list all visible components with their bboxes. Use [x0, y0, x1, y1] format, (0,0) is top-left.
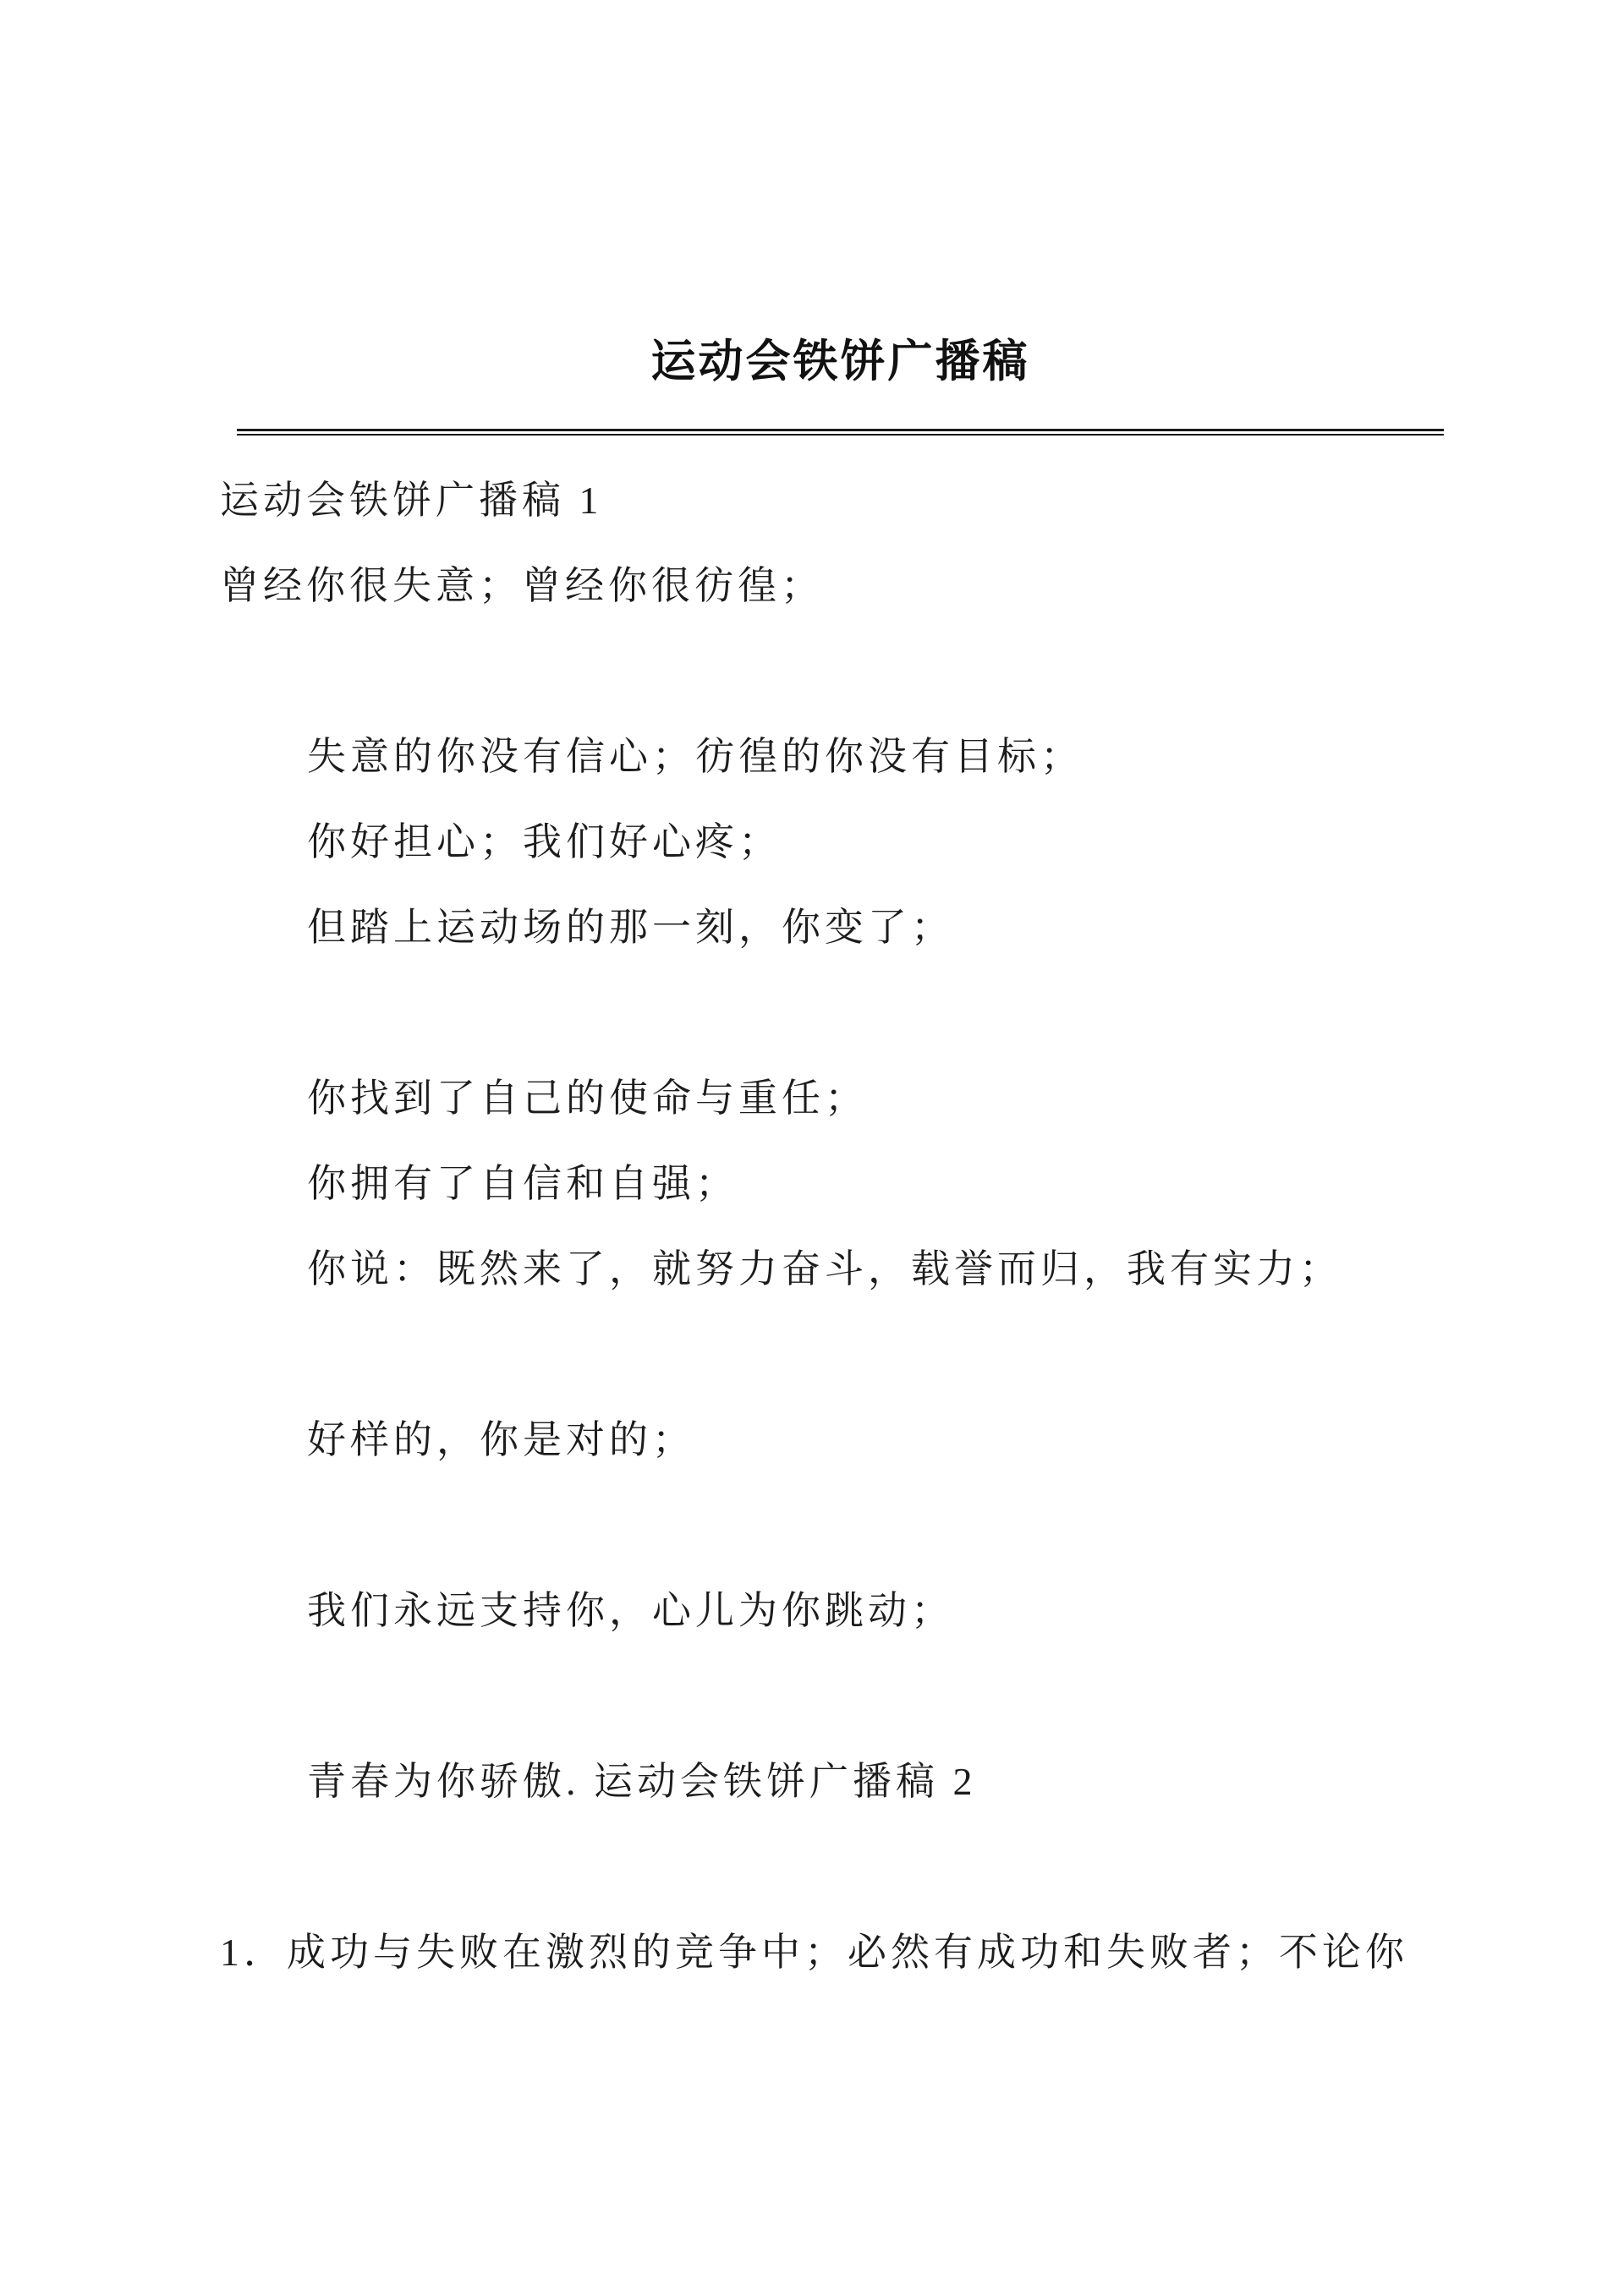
paragraph-line: 运动会铁饼广播稿 1	[220, 478, 603, 522]
paragraph-line: 我们永远支持你，心儿为你跳动；	[307, 1588, 954, 1632]
document-body	[220, 454, 1539, 1992]
paragraph-line: 1．成功与失败在激烈的竞争中；必然有成功和失败者；不论你	[220, 1930, 1408, 1974]
paragraph-line: 你找到了自己的使命与重任；	[307, 1076, 868, 1120]
paragraph-line: 青春为你骄傲. 运动会铁饼广播稿 2	[307, 1759, 977, 1803]
paragraph-line: 曾经你很失意；曾经你很彷徨；	[220, 563, 824, 607]
blank-line	[220, 625, 1539, 710]
blank-line	[220, 1479, 1539, 1564]
blank-line	[220, 1308, 1539, 1394]
blank-line	[220, 1821, 1539, 1906]
paragraph-line: 但踏上运动场的那一刻，你变了；	[307, 905, 954, 949]
paragraph-line: 失意的你没有信心；彷徨的你没有目标；	[307, 734, 1084, 778]
blank-line	[220, 967, 1539, 1052]
blank-line	[220, 1650, 1539, 1735]
title-divider-double-rule	[237, 429, 1444, 436]
paragraph-line: 你拥有了自信和自强；	[307, 1161, 738, 1205]
paragraph-line: 好样的，你是对的；	[307, 1417, 695, 1461]
document-title: 运动会铁饼广播稿	[650, 337, 1030, 386]
paragraph-line: 你好担心；我们好心疼；	[307, 819, 782, 863]
paragraph-line: 你说：既然来了，就努力奋斗，载誉而归，我有实力；	[307, 1247, 1342, 1290]
